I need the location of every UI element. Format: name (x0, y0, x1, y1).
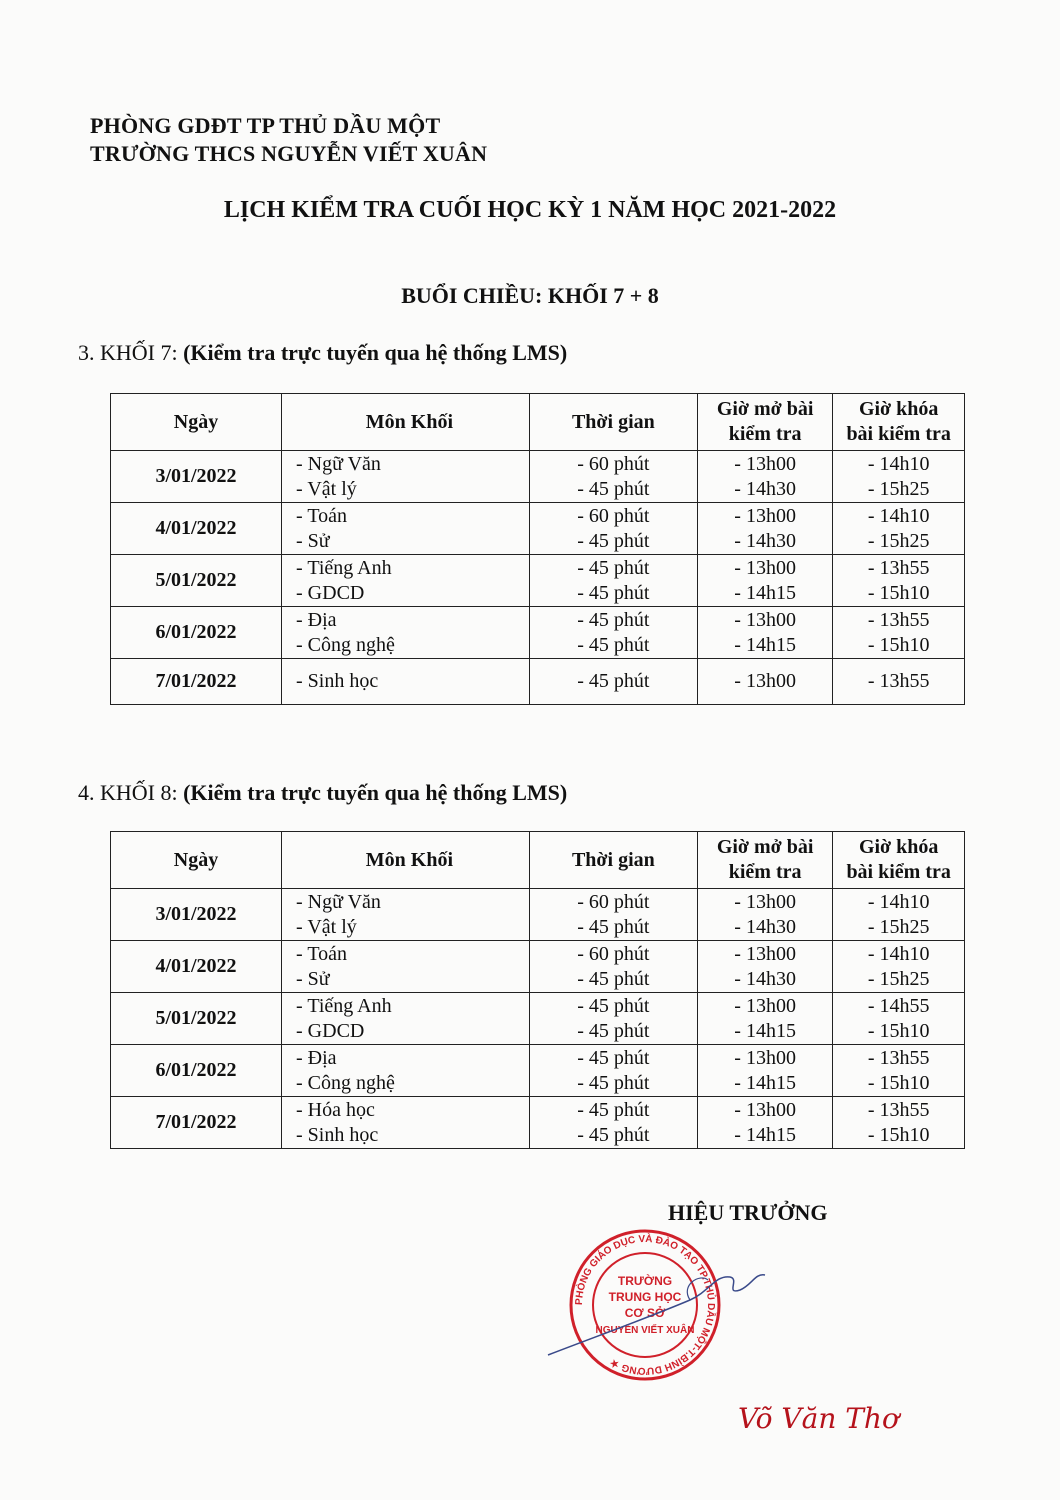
open-time-line: - 13h00 (734, 452, 796, 475)
duration-line: - 45 phút (577, 529, 650, 552)
subject-cell (282, 889, 530, 941)
col-subject: Môn Khối (282, 394, 530, 451)
subject-cell (282, 1097, 530, 1149)
duration-line: - 45 phút (577, 477, 650, 500)
date-cell: 7/01/2022 (111, 659, 282, 705)
duration-line: - 45 phút (577, 670, 650, 692)
close-time-line: - 14h10 (867, 452, 930, 475)
subject-line: - Sử (296, 967, 330, 990)
close-time-cell (833, 993, 965, 1045)
subject-line: - Tiếng Anh (296, 556, 392, 579)
close-time-line: - 14h10 (867, 890, 930, 913)
subject-line: - Tiếng Anh (296, 994, 392, 1017)
grade7-note: (Kiểm tra trực tuyến qua hệ thống LMS) (183, 340, 568, 365)
open-time-line: - 13h00 (734, 504, 796, 527)
subject-line: - Toán (296, 504, 348, 527)
principal-title: HIỆU TRƯỞNG (668, 1200, 828, 1225)
close-time-line: - 14h55 (867, 994, 930, 1017)
open-time-cell (697, 941, 832, 993)
col-open-time: Giờ mở bài kiểm tra (697, 832, 832, 889)
close-time-cell (833, 941, 965, 993)
duration-cell (529, 1097, 697, 1149)
open-time-cell (697, 451, 832, 503)
open-time-cell (697, 659, 832, 705)
open-time-cell (697, 555, 832, 607)
date-cell: 6/01/2022 (111, 607, 282, 659)
duration-line: - 45 phút (577, 556, 650, 579)
svg-text:TRUNG HỌC: TRUNG HỌC (608, 1290, 682, 1304)
close-time-line: - 15h10 (867, 1071, 930, 1094)
open-time-line: - 13h00 (734, 994, 796, 1017)
svg-text:NGUYỄN VIẾT XUÂN: NGUYỄN VIẾT XUÂN (595, 1325, 695, 1336)
subject-line: - Địa (296, 608, 337, 631)
close-time-cell (833, 607, 965, 659)
close-time-line: - 13h55 (867, 608, 930, 631)
grade7-label: 3. KHỐI 7: (78, 340, 178, 365)
duration-line: - 45 phút (577, 1098, 650, 1121)
close-time-line: - 14h10 (867, 942, 930, 965)
open-time-line: - 14h15 (734, 1019, 796, 1042)
table-header-row (111, 832, 965, 889)
school-name: TRƯỜNG THCS NGUYỄN VIẾT XUÂN (90, 141, 488, 166)
subject-line: - GDCD (296, 581, 365, 604)
close-time-line: - 15h25 (867, 915, 930, 938)
subject-cell (282, 1045, 530, 1097)
duration-cell (529, 503, 697, 555)
close-time-line: - 13h55 (867, 1046, 930, 1069)
close-time-line: - 15h10 (867, 633, 930, 656)
col-close-time: Giờ khóa bài kiểm tra (833, 394, 965, 451)
subject-line: - Sinh học (296, 670, 379, 692)
open-time-line: - 14h15 (734, 1123, 796, 1146)
open-time-cell (697, 1097, 832, 1149)
open-time-line: - 14h30 (734, 915, 796, 938)
col-close-time: Giờ khóa bài kiểm tra (833, 832, 965, 889)
close-time-line: - 15h25 (867, 529, 930, 552)
duration-cell (529, 659, 697, 705)
open-time-line: - 13h00 (734, 1098, 796, 1121)
close-time-cell (833, 1045, 965, 1097)
open-time-cell (697, 1045, 832, 1097)
open-time-line: - 13h00 (734, 608, 796, 631)
col-subject: Môn Khối (282, 832, 530, 889)
subject-cell (282, 451, 530, 503)
table-row (111, 659, 965, 705)
table-row (111, 607, 965, 659)
subject-cell (282, 503, 530, 555)
open-time-line: - 13h00 (734, 670, 796, 692)
subject-line: - Sử (296, 529, 330, 552)
subject-cell (282, 941, 530, 993)
subject-cell (282, 993, 530, 1045)
duration-cell (529, 889, 697, 941)
subject-line: - Sinh học (296, 1123, 379, 1146)
close-time-cell (833, 555, 965, 607)
close-time-line: - 15h25 (867, 477, 930, 500)
open-time-line: - 14h30 (734, 967, 796, 990)
col-duration: Thời gian (529, 832, 697, 889)
open-time-cell (697, 993, 832, 1045)
duration-cell (529, 451, 697, 503)
col-date: Ngày (111, 394, 282, 451)
date-cell: 7/01/2022 (111, 1097, 282, 1149)
table-row (111, 993, 965, 1045)
close-time-cell (833, 503, 965, 555)
grade7-heading (78, 340, 567, 366)
table-row (111, 1097, 965, 1149)
open-time-line: - 13h00 (734, 556, 796, 579)
subject-line: - Công nghệ (296, 1071, 395, 1094)
date-cell: 3/01/2022 (111, 451, 282, 503)
close-time-cell (833, 659, 965, 705)
subject-line: - GDCD (296, 1019, 365, 1042)
duration-line: - 45 phút (577, 994, 650, 1017)
close-time-line: - 15h10 (867, 1019, 930, 1042)
close-time-line: - 15h10 (867, 1123, 930, 1146)
department-name: PHÒNG GDĐT TP THỦ DẦU MỘT (90, 113, 441, 138)
open-time-cell (697, 503, 832, 555)
subject-line: - Công nghệ (296, 633, 395, 656)
table-row (111, 941, 965, 993)
subject-line: - Ngữ Văn (296, 890, 381, 913)
table-row (111, 503, 965, 555)
duration-cell (529, 993, 697, 1045)
subject-line: - Hóa học (296, 1098, 375, 1121)
grade7-schedule-table (110, 393, 965, 705)
open-time-line: - 14h15 (734, 633, 796, 656)
subject-line: - Địa (296, 1046, 337, 1069)
grade8-schedule-table (110, 831, 965, 1149)
open-time-line: - 14h30 (734, 477, 796, 500)
subject-cell (282, 607, 530, 659)
date-cell: 5/01/2022 (111, 555, 282, 607)
close-time-cell (833, 1097, 965, 1149)
date-cell: 4/01/2022 (111, 503, 282, 555)
grade8-heading (78, 780, 567, 806)
open-time-line: - 14h15 (734, 1071, 796, 1094)
table-row (111, 451, 965, 503)
principal-signature (540, 1255, 770, 1365)
open-time-line: - 13h00 (734, 890, 796, 913)
date-cell: 4/01/2022 (111, 941, 282, 993)
duration-line: - 60 phút (577, 504, 650, 527)
open-time-cell (697, 607, 832, 659)
duration-line: - 60 phút (577, 452, 650, 475)
table-row (111, 555, 965, 607)
duration-line: - 45 phút (577, 1071, 650, 1094)
col-duration: Thời gian (529, 394, 697, 451)
col-date: Ngày (111, 832, 282, 889)
svg-text:CƠ SỞ: CƠ SỞ (624, 1306, 666, 1320)
close-time-line: - 15h10 (867, 581, 930, 604)
duration-cell (529, 607, 697, 659)
school-header (90, 112, 487, 168)
subject-cell (282, 555, 530, 607)
close-time-line: - 13h55 (867, 1098, 930, 1121)
close-time-line: - 13h55 (867, 556, 930, 579)
duration-line: - 45 phút (577, 1046, 650, 1069)
date-cell: 3/01/2022 (111, 889, 282, 941)
table-row (111, 889, 965, 941)
date-cell: 6/01/2022 (111, 1045, 282, 1097)
close-time-line: - 13h55 (867, 670, 930, 692)
close-time-line: - 15h25 (867, 967, 930, 990)
duration-line: - 45 phút (577, 967, 650, 990)
duration-line: - 60 phút (577, 942, 650, 965)
grade8-label: 4. KHỐI 8: (78, 780, 178, 805)
open-time-line: - 14h15 (734, 581, 796, 604)
close-time-cell (833, 889, 965, 941)
subject-line: - Vật lý (296, 915, 357, 938)
open-time-cell (697, 889, 832, 941)
duration-line: - 45 phút (577, 608, 650, 631)
open-time-line: - 13h00 (734, 1046, 796, 1069)
duration-cell (529, 1045, 697, 1097)
close-time-line: - 14h10 (867, 504, 930, 527)
duration-line: - 45 phút (577, 633, 650, 656)
duration-line: - 45 phút (577, 581, 650, 604)
duration-line: - 45 phút (577, 1123, 650, 1146)
duration-line: - 45 phút (577, 1019, 650, 1042)
svg-text:PHÒNG GIÁO DỤC VÀ ĐÀO TẠO TP.T: PHÒNG GIÁO DỤC VÀ ĐÀO TẠO TP.THỦ DẦU MỘT-T.BÌNH DƯƠNG ★ (573, 1233, 717, 1377)
col-open-time: Giờ mở bài kiểm tra (697, 394, 832, 451)
duration-line: - 60 phút (577, 890, 650, 913)
subject-line: - Vật lý (296, 477, 357, 500)
open-time-line: - 14h30 (734, 529, 796, 552)
date-cell: 5/01/2022 (111, 993, 282, 1045)
subject-cell (282, 659, 530, 705)
open-time-line: - 13h00 (734, 942, 796, 965)
duration-line: - 45 phút (577, 915, 650, 938)
duration-cell (529, 555, 697, 607)
svg-text:TRƯỜNG: TRƯỜNG (617, 1274, 673, 1288)
subject-line: - Ngữ Văn (296, 452, 381, 475)
grade8-note: (Kiểm tra trực tuyến qua hệ thống LMS) (183, 780, 568, 805)
principal-name: Võ Văn Thơ (738, 1402, 899, 1435)
subject-line: - Toán (296, 942, 348, 965)
session-subtitle: BUỔI CHIỀU: KHỐI 7 + 8 (401, 283, 659, 308)
close-time-cell (833, 451, 965, 503)
duration-cell (529, 941, 697, 993)
table-row (111, 1045, 965, 1097)
document-title: LỊCH KIỂM TRA CUỐI HỌC KỲ 1 NĂM HỌC 2021-2022 (223, 197, 837, 223)
table-header-row (111, 394, 965, 451)
